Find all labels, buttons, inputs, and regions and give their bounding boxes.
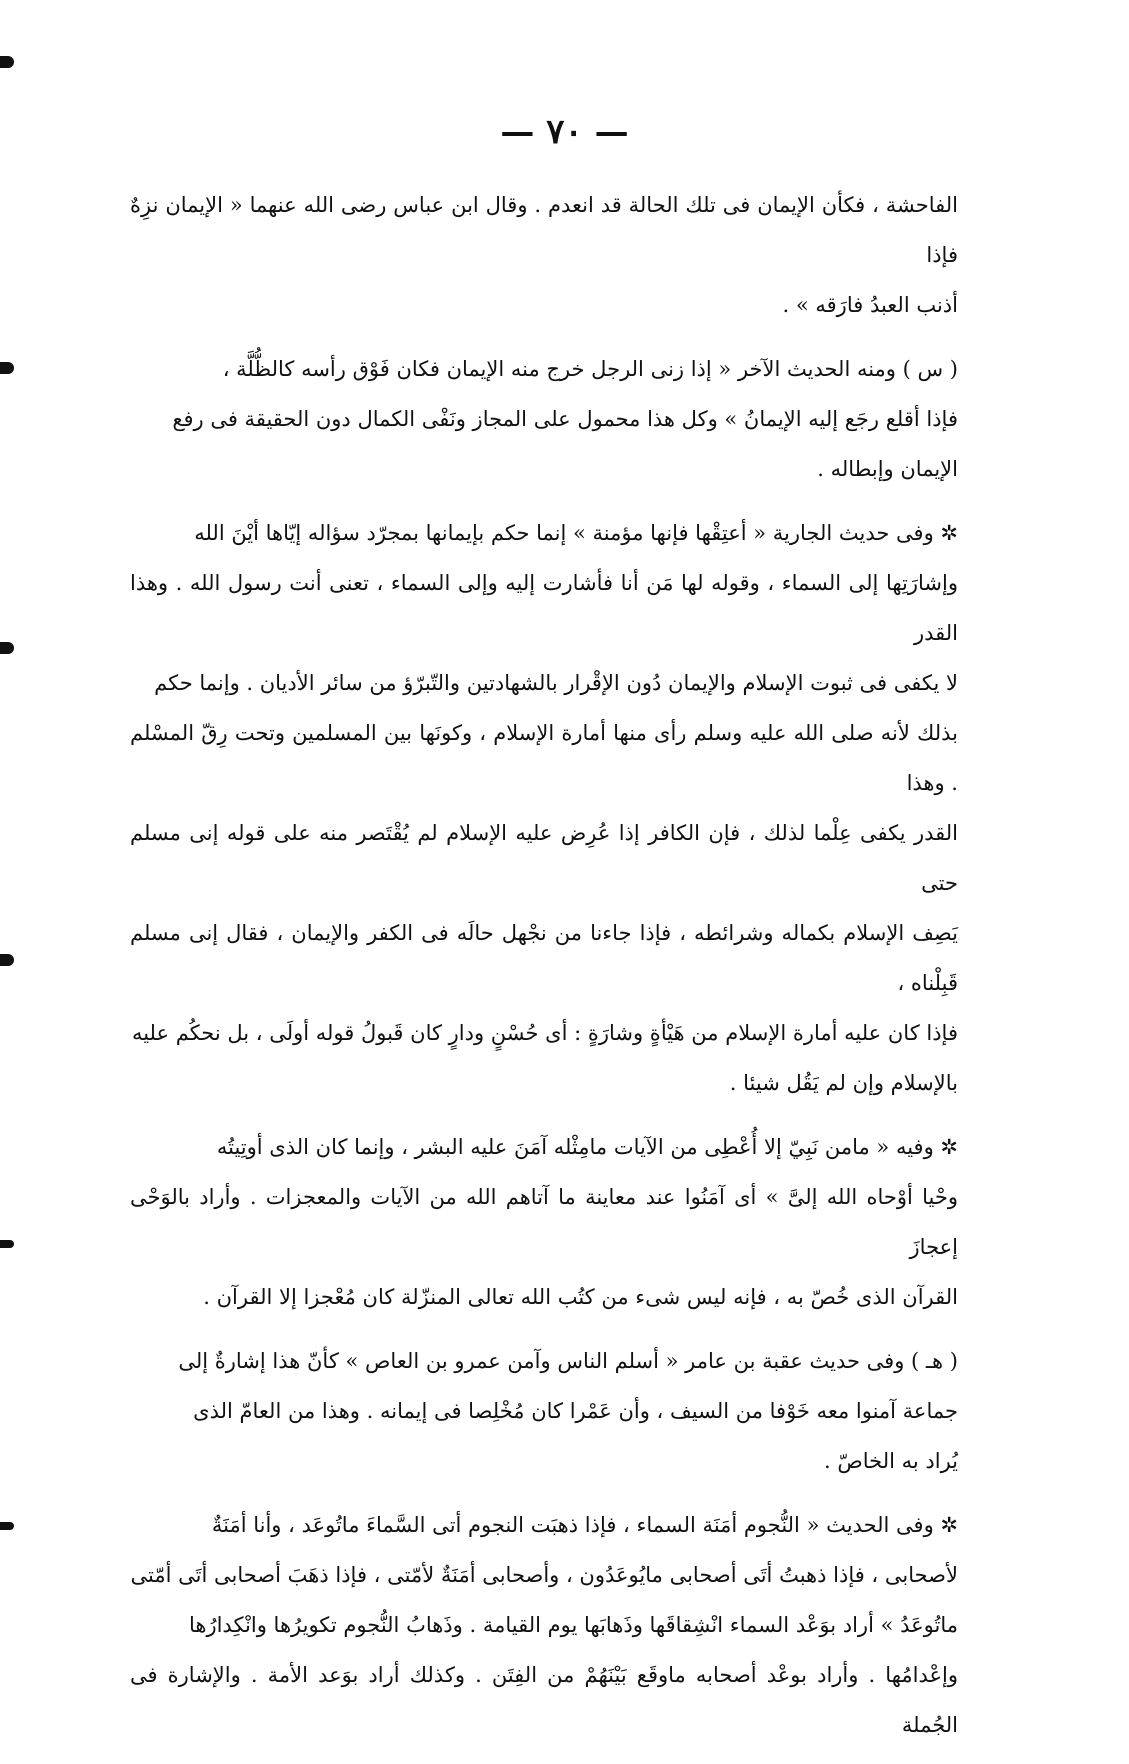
text-line: فإذا أقلع رجَع إليه الإيمانُ » وكل هذا محمول على المجاز ونَفْى الكمال دون الحقيقة فى رفع xyxy=(172,407,958,431)
scan-margin-mark xyxy=(0,954,14,966)
text-line: يُراد به الخاصّ . xyxy=(824,1449,958,1473)
text-line: أذنب العبدُ فارَقه » . xyxy=(782,293,958,317)
paragraph xyxy=(130,1336,958,1486)
text-line: يَصِف الإسلام بكماله وشرائطه ، فإذا جاءنا من نجْهل حالَه فى الكفر والإيمان ، فقال إنى مسلم قَبِلْناه ، xyxy=(130,921,958,995)
paragraph xyxy=(130,508,958,1108)
scan-margin-mark xyxy=(0,1240,14,1248)
text-line: لأصحابى ، فإذا ذهبتُ أتَى أصحابى مايُوعَدُون ، وأصحابى أمَنَةٌ لأمّتى ، فإذا ذهَبَ أصحابى أتَى أمّتى xyxy=(130,1563,958,1587)
text-line: وإشارَتِها إلى السماء ، وقوله لها مَن أنا فأشارت إليه وإلى السماء ، تعنى أنت رسول الله . وهذا القدر xyxy=(130,571,958,645)
text-line: ✲ وفى الحديث « النُّجوم أمَنَة السماء ، فإذا ذهبَت النجوم أتى السَّماءَ ماتُوعَد ، وأنا أمَنَةٌ xyxy=(211,1513,958,1537)
text-line: ✲ وفيه « مامن نَبِيّ إلا أُعْطِى من الآيات مامِثْله آمَنَ عليه البشر ، وإنما كان الذى أوتِيتُه xyxy=(216,1135,958,1159)
paragraph xyxy=(130,1122,958,1322)
text-line: لا يكفى فى ثبوت الإسلام والإيمان دُون الإقْرار بالشهادتين والتّبرّؤ من سائر الأديان . وإنما حكم xyxy=(154,671,958,695)
text-line: الفاحشة ، فكأن الإيمان فى تلك الحالة قد انعدم . وقال ابن عباس رضى الله عنهما « الإيمان نزِهٌ فإذا xyxy=(130,193,958,267)
text-line: القرآن الذى خُصّ به ، فإنه ليس شىء من كتُب الله تعالى المنزّلة كان مُعْجزا إلا القرآن . xyxy=(203,1285,958,1309)
text-line: بذلك لأنه صلى الله عليه وسلم رأى منها أمارة الإسلام ، وكونَها بين المسلمين وتحت رِقّ المسْلم . وهذا xyxy=(130,721,958,795)
paragraph xyxy=(130,180,958,330)
scan-margin-mark xyxy=(0,1522,14,1530)
scan-margin-mark xyxy=(0,56,14,68)
text-line: وإعْدامُها . وأراد بوعْد أصحابه ماوقَع بَيْنَهُمْ من الفِتَن . وكذلك أراد بوَعد الأمة . والإشارة فى الجُملة xyxy=(130,1663,958,1737)
text-line: ( هـ ) وفى حديث عقبة بن عامر « أسلم الناس وآمن عمرو بن العاص » كأنّ هذا إشارةٌ إلى xyxy=(178,1349,958,1373)
text-line: القدر يكفى عِلْما لذلك ، فإن الكافر إذا عُرِض عليه الإسلام لم يُقْتَصر منه على قوله إنى مسلم حتى xyxy=(130,821,958,895)
scan-margin-mark xyxy=(0,362,14,374)
page-number: — ٧٠ — xyxy=(500,112,629,152)
text-line: فإذا كان عليه أمارة الإسلام من هَيْأةٍ وشارَةٍ : أى حُسْنٍ ودارٍ كان قَبولُ قوله أولَى ، بل نحكُم عليه xyxy=(131,1021,958,1045)
text-line: ( س ) ومنه الحديث الآخر « إذا زنى الرجل خرج منه الإيمان فكان فَوْق رأسه كالظُّلَّة ، xyxy=(222,357,958,381)
text-line: ماتُوعَدُ » أراد بوَعْد السماء انْشِقاقَها وذَهابَها يوم القيامة . وذَهابُ النُّجوم تكويرُها وانْكِدارُها xyxy=(188,1613,958,1637)
scan-margin-mark xyxy=(0,642,14,654)
text-line: ✲ وفى حديث الجارية « أعتِقْها فإنها مؤمنة » إنما حكم بإيمانها بمجرّد سؤاله إيّاها أيْنَ الله xyxy=(194,521,958,545)
paragraph xyxy=(130,1500,958,1750)
text-line: جماعة آمنوا معه خَوْفا من السيف ، وأن عَمْرا كان مُخْلِصا فى إيمانه . وهذا من العامّ الذى xyxy=(193,1399,958,1423)
paragraph xyxy=(130,344,958,494)
text-line: وحْيا أوْحاه الله إلىَّ » أى آمَنُوا عند معاينة ما آتاهم الله من الآيات والمعجزات . وأراد بالوَحْى إعجازَ xyxy=(130,1185,958,1259)
text-line: بالإسلام وإن لم يَقُل شيئا . xyxy=(729,1071,958,1095)
text-line: الإيمان وإبطاله . xyxy=(817,457,958,481)
text-body xyxy=(130,180,958,1764)
